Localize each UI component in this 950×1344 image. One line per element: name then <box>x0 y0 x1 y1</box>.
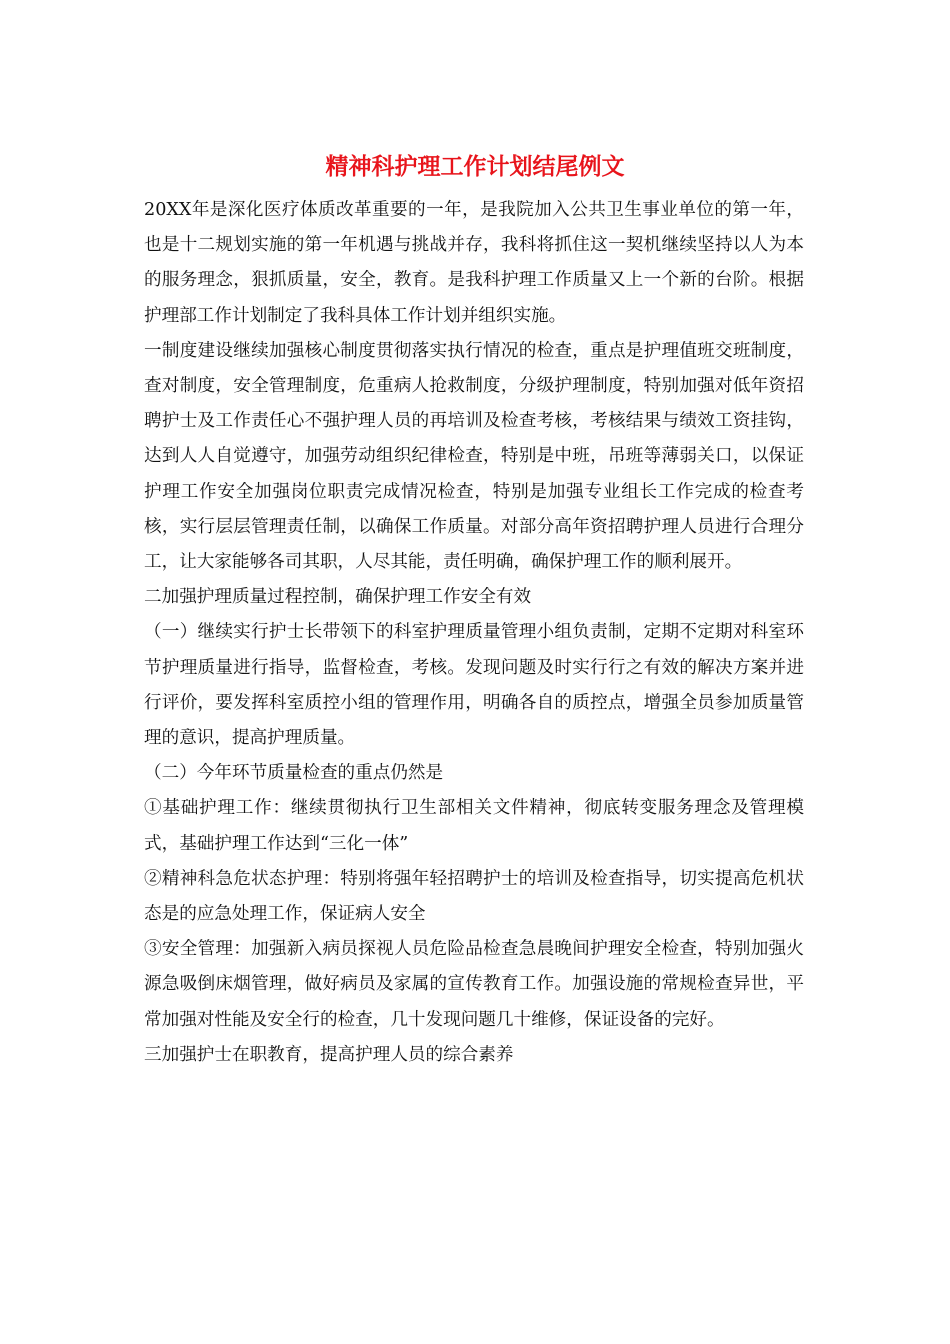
document-body <box>144 193 804 1073</box>
paragraph-subsection-2-heading: （二）今年环节质量检查的重点仍然是 <box>144 763 444 784</box>
paragraph-subsection-1: （一）继续实行护士长带领下的科室护理质量管理小组负责制，定期不定期对科室环节护理质量进行指导，监督检查，考核。发现问题及时实行行之有效的解决方案并进行评价，要发挥科室质控小组的管理作用，明确各自的质控点，增强全员参加质量管理的意识，提高护理质量。 <box>144 622 804 749</box>
paragraph-intro: 20XX年是深化医疗体质改革重要的一年，是我院加入公共卫生事业单位的第一年，也是十二规划实施的第一年机遇与挑战并存，我科将抓住这一契机继续坚持以人为本的服务理念，狠抓质量，安全，教育。是我科护理工作质量又上一个新的台阶。根据护理部工作计划制定了我科具体工作计划并组织实施。 <box>144 200 804 326</box>
paragraph-section-1: 一制度建设继续加强核心制度贯彻落实执行情况的检查，重点是护理值班交班制度，查对制度，安全管理制度，危重病人抢救制度，分级护理制度，特别加强对低年资招聘护士及工作责任心不强护理人员的再培训及检查考核，考核结果与绩效工资挂钩，达到人人自觉遵守，加强劳动组织纪律检查，特别是中班，吊班等薄弱关口，以保证护理工作安全加强岗位职责完成情况检查，特别是加强专业组长工作完成的检查考核，实行层层管理责任制，以确保工作质量。对部分高年资招聘护理人员进行合理分工，让大家能够各司其职，人尽其能，责任明确，确保护理工作的顺利展开。 <box>144 340 804 573</box>
document-title: 精神科护理工作计划结尾例文 <box>325 153 625 180</box>
paragraph-section-3-heading: 三加强护士在职教育，提高护理人员的综合素养 <box>144 1044 514 1065</box>
paragraph-item-3: ③安全管理：加强新入病员探视人员危险品检查急晨晚间护理安全检查，特别加强火源急吸倒床烟管理，做好病员及家属的宣传教育工作。加强设施的常规检查异世，平常加强对性能及安全行的检查，几十发现问题几十维修，保证设备的完好。 <box>144 939 804 1030</box>
paragraph-item-1: ①基础护理工作：继续贯彻执行卫生部相关文件精神，彻底转变服务理念及管理模式，基础护理工作达到“三化一体” <box>144 798 804 854</box>
paragraph-section-2-heading: 二加强护理质量过程控制，确保护理工作安全有效 <box>144 587 532 608</box>
paragraph-item-2: ②精神科急危状态护理：特别将强年轻招聘护士的培训及检查指导，切实提高危机状态是的应急处理工作，保证病人安全 <box>144 868 804 925</box>
